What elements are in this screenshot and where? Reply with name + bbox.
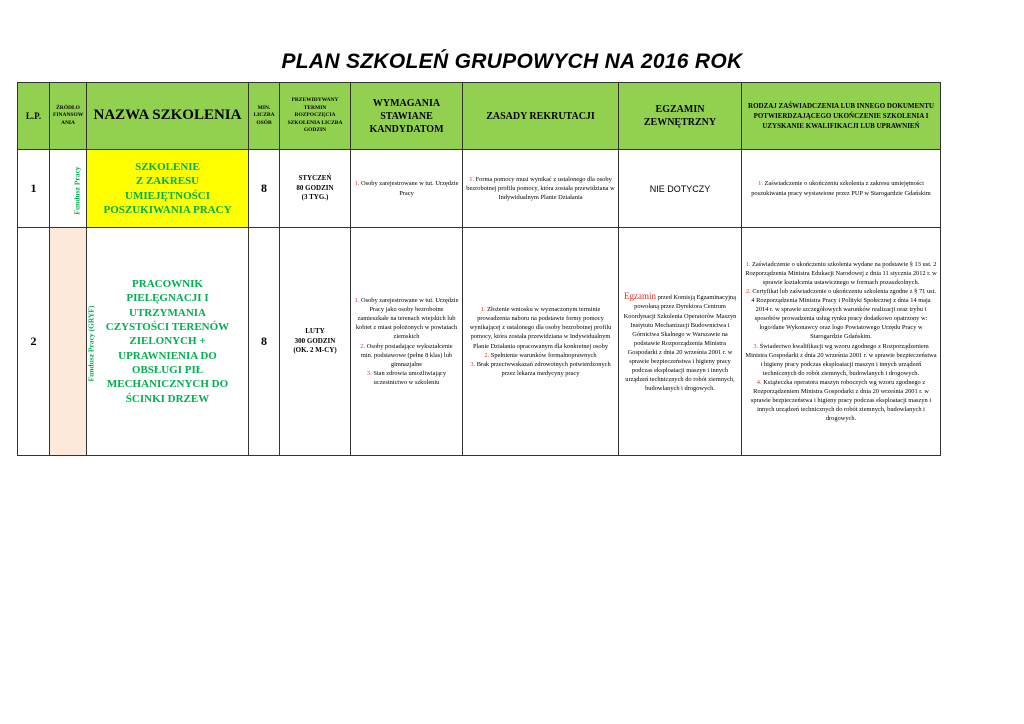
funding-source-cell [50,228,96,456]
requirement-item [354,296,459,341]
rule-item [466,175,615,202]
rule-item [466,305,615,350]
item-number: 1. [745,260,751,268]
start-date-cell [280,150,351,228]
duration: (3 TYG.) [301,193,329,202]
external-exam-cell [619,228,742,456]
item-number: 2. [745,287,751,295]
item-number: 3. [753,342,759,350]
duration: (OK. 2 M-CY) [293,346,337,355]
certificate-cell [742,150,941,228]
training-plan-table [17,82,941,456]
item-number: 1. [354,180,360,188]
certificate-item [745,260,937,287]
requirement-item [354,342,459,369]
item-number: 1. [480,306,486,314]
item-text: Książeczka operatora maszyn roboczych wg wzoru zgodnego z Rozporządzeniem Ministra Gospodarki z dnia 20 września 2001 r. w sprawie bezpieczeństwa i higieny pracy podczas eksploatacji maszyn i innych urządzeń technicznych do robót ziemnych, budowlanych i drogowych. [750,378,932,423]
hours: 300 GODZIN [294,336,336,345]
min-participants: 8 [249,150,280,228]
training-name-line: MECHANICZNYCH DO [106,378,229,391]
recruitment-rules-cell [463,228,619,456]
training-name-line: ŚCINKI DRZEW [125,392,210,405]
training-name-line: ZIELONYCH + [129,335,206,348]
training-name-line: UMIEJĘTNOŚCI [125,189,210,202]
table-row [18,228,941,456]
recruitment-rules-cell [463,150,619,228]
header-start-date: PRZEWIDYWANY TERMIN ROZPOCZĘCIA SZKOLENIA LICZBA GODZIN [280,83,351,150]
start-month: LUTY [305,327,325,336]
requirement-item [354,179,459,197]
item-number: 3. [470,360,476,368]
item-text: Osoby posiadające wykształcenie min. podstawowe (pełne 8 klas) lub gimnazjalne [360,342,453,368]
exam-text: przed Komisją Egzaminacyjną powołaną przez Dyrektora Centrum Koordynacji Szkolenia Operatorów Maszyn Instytutu Mechanizacji Budownictwa i Górnictwa Skalnego w Warszawie na podstawie Rozporządzenia Ministra Gospodarki z dnia 20 września 2001 r. w sprawie bezpieczeństwa i higieny pracy podczas eksploatacji maszyn i innych urządzeń technicznych do robót ziemnych, budowlanych i drogowych. [623,293,737,393]
training-name-line: OBSŁUGI PIŁ [131,363,204,376]
item-number: 1. [758,180,763,188]
certificate-item [745,378,937,423]
header-lp: L.P. [18,83,50,150]
training-name-line: PRACOWNIK [132,278,203,291]
row-number: 2 [18,228,50,456]
header-min-participants: MIN. LICZBA OSÓB [249,83,280,150]
training-name-line: UPRAWNIENIA DO [118,349,217,362]
certificate-item [745,342,937,378]
page-title: PLAN SZKOLEŃ GRUPOWYCH NA 2016 ROK [281,50,743,73]
item-number: 1. [469,175,475,183]
training-name-line: POSZUKIWANIA PRACY [103,203,232,216]
certificate-item [745,287,937,342]
row-number: 1 [18,150,50,228]
exam-lead: Egzamin [623,290,656,301]
rule-item [466,360,615,378]
item-text: Zaświadczenie o ukończeniu szkolenia z zakresu umiejętności poszukiwania pracy wystawione przez PUP w Starogardzie Gdańskim [751,180,931,197]
requirements-cell [351,228,463,456]
funding-source-label: Fundusz Pracy [72,165,82,215]
requirement-item [354,369,459,387]
rule-item [466,351,615,360]
header-funding-source: ŹRÓDŁO FINANSOW ANIA [50,83,87,150]
training-name-cell [87,150,249,228]
certificate-cell [742,228,941,456]
item-text: Złożenie wniosku w wyznaczonym terminie prowadzenia naboru na podstawie formy pomocy wynikającej z ustalonego dla osoby bezrobotnej profilu pomocy, która została przewidziana w Indywidualnym Planie Działania opracowanym dla konkretnej osoby [469,306,612,350]
requirements-cell [351,150,463,228]
table-row [18,150,941,228]
external-exam-cell: NIE DOTYCZY [619,150,742,228]
certificate-item [745,179,937,197]
item-number: 4. [756,378,762,386]
training-name-line: SZKOLENIE [135,160,200,173]
item-text: Spełnienie warunków formalnoprawnych [489,351,597,359]
training-name-line: UTRZYMANIA [129,306,206,319]
item-text: Certyfikat lub zaświadczenie o ukończeniu szkolenia zgodne z § 71 ust. 4 Rozporządzenia Ministra Pracy i Polityki Społecznej z dnia 14 maja 2014 r. w sprawie szczegółowych warunków realizacji oraz trybu i sposobów prowadzenia usług rynku pracy dodatkowo opatrzony w: logo/dane Wykonawcy oraz logo Powiatowego Urzędu Pracy w Starogardzie Gdańskim. [750,287,937,341]
item-text: Brak przeciwwskazań zdrowotnych potwierdzonych przez lekarza medycyny pracy [475,360,611,377]
item-text: Świadectwo kwalifikacji wg wzoru zgodnego z Rozporządzeniem Ministra Gospodarki z dnia 20 września 2001 r. w sprawie bezpieczeństwa i higieny pracy podczas eksploatacji maszyn i innych urządzeń technicznych do robót ziemnych, budowlanych i drogowych. [745,342,937,377]
item-number: 3. [366,369,372,377]
funding-source-label: Fundusz Pracy (GRYF) [86,305,96,381]
hours: 80 GODZIN [296,183,334,192]
item-number: 2. [484,351,490,359]
training-name-cell [87,228,249,456]
item-text: Stan zdrowia umożliwiający uczestnictwo w szkoleniu [371,369,447,386]
min-participants: 8 [249,228,280,456]
header-certificate-type: RODZAJ ZAŚWIADCZENIA LUB INNEGO DOKUMENTU POTWIERDZAJĄCEGO UKOŃCZENIE SZKOLENIA I UZYSKANIE KWALIFIKACJI LUB UPRAWNIEŃ [742,83,941,150]
training-name-line: CZYSTOŚCI TERENÓW [105,321,230,334]
funding-source-cell [50,150,87,228]
item-text: Osoby zarejestrowane w tut. Urzędzie Pracy jako osoby bezrobotne zamieszkałe na terenach wiejskich lub kobiet z miast położonych w powiatach ziemskich [355,297,459,341]
table-header-row [18,83,941,150]
header-requirements: WYMAGANIA STAWIANE KANDYDATOM [351,83,463,150]
item-text: Zaświadczenie o ukończeniu szkolenia wydane na podstawie § 13 ust. 2 Rozporządzenia Ministra Edukacji Narodowej z dnia 11 stycznia 2012 r. w sprawie kształcenia ustawicznego w formach pozaszkolnych. [745,260,937,286]
training-name-line: PIELĘGNACJI I [126,292,209,305]
item-number: 1. [354,297,360,305]
header-recruitment-rules: ZASADY REKRUTACJI [463,83,619,150]
header-external-exam: EGZAMIN ZEWNĘTRZNY [619,83,742,150]
item-text: Forma pomocy musi wynikać z ustalonego dla osoby bezrobotnej profilu pomocy, która została przewidziana w Indywidualnym Planie Działania [466,175,615,202]
training-name-line: Z ZAKRESU [135,175,200,188]
start-month: STYCZEŃ [298,174,332,183]
header-training-name: NAZWA SZKOLENIA [87,83,249,150]
item-text: Osoby zarejestrowane w tut. Urzędzie Pracy [359,180,459,197]
start-date-cell [280,228,351,456]
item-number: 2. [360,342,366,350]
